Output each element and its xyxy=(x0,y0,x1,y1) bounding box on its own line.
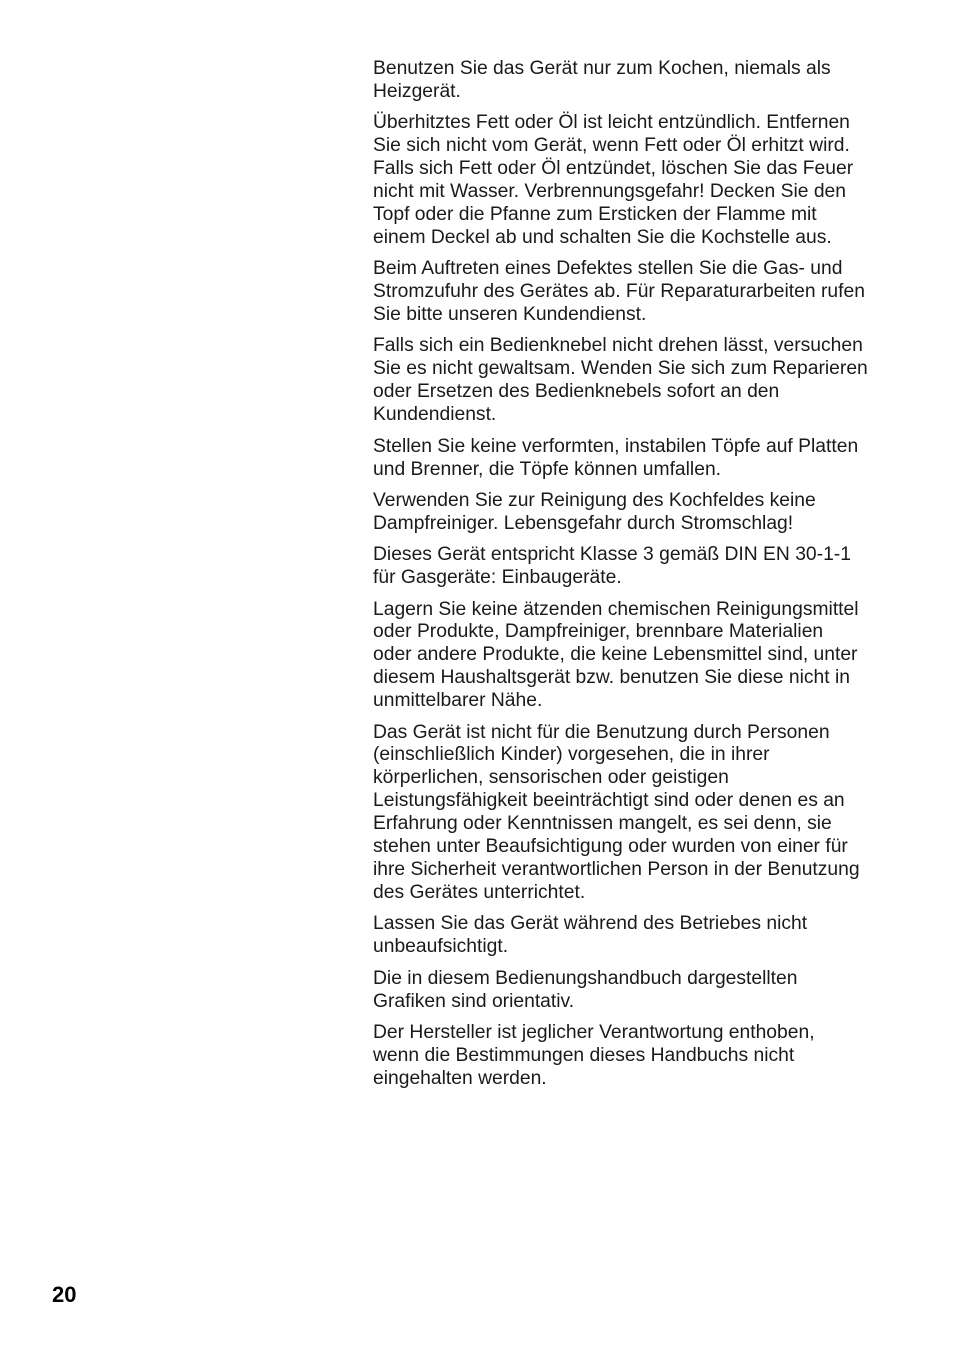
paragraph-storage-of-chemicals: Lagern Sie keine ätzenden chemischen Reinigungsmittel oder Produkte, Dampfreiniger, brennbare Materialien oder andere Produkte, die keine Lebensmittel sind, unter diesem Haushaltsgerät bzw. benutzen Sie diese nicht in unmittelbarer Nähe. xyxy=(373,598,859,712)
paragraph-defect-procedure: Beim Auftreten eines Defektes stellen Sie die Gas- und Stromzufuhr des Gerätes ab. Für Reparaturarbeiten rufen Sie bitte unseren Kundendienst. xyxy=(373,258,865,326)
paragraph-appliance-class: Dieses Gerät entspricht Klasse 3 gemäß DIN EN 30-1-1 für Gasgeräte: Einbaugeräte. xyxy=(373,544,851,589)
paragraph-do-not-leave-unattended: Lassen Sie das Gerät während des Betriebes nicht unbeaufsichtigt. xyxy=(373,913,808,958)
paragraph-manufacturer-liability: Der Hersteller ist jeglicher Verantwortung enthoben, wenn die Bestimmungen dieses Handbuchs nicht eingehalten werden. xyxy=(373,1021,815,1089)
paragraph-control-knob-stuck: Falls sich ein Bedienknebel nicht drehen lässt, versuchen Sie es nicht gewaltsam. Wenden Sie sich zum Reparieren oder Ersetzen des Bedienknebels sofort an den Kundendienst. xyxy=(373,335,868,426)
paragraph-deformed-pots: Stellen Sie keine verformten, instabilen Töpfe auf Platten und Brenner, die Töpfe können umfallen. xyxy=(373,435,859,480)
page-number: 20 xyxy=(52,1282,77,1307)
page-body xyxy=(373,58,913,1099)
paragraph-overheated-fat-warning: Überhitztes Fett oder Öl ist leicht entzündlich. Entfernen Sie sich nicht vom Gerät, wenn Fett oder Öl erhitzt wird. Falls sich Fett oder Öl entzündet, löschen Sie das Feuer nicht mit Wasser. Verbrennungsgefahr! Decken Sie den Topf oder die Pfanne zum Ersticken der Flamme mit einem Deckel ab und schalten Sie die Kochstelle aus. xyxy=(373,112,854,248)
paragraph-illustrations-indicative: Die in diesem Bedienungshandbuch dargestellten Grafiken sind orientativ. xyxy=(373,967,798,1012)
paragraph-use-for-cooking-only: Benutzen Sie das Gerät nur zum Kochen, niemals als Heizgerät. xyxy=(373,58,831,102)
paragraph-no-steam-cleaner: Verwenden Sie zur Reinigung des Kochfeldes keine Dampfreiniger. Lebensgefahr durch Stromschlag! xyxy=(373,489,816,534)
paragraph-restricted-users: Das Gerät ist nicht für die Benutzung durch Personen (einschließlich Kinder) vorgesehen, die in ihrer körperlichen, sensorischen oder geistigen Leistungsfähigkeit beeinträchtigt sind oder denen es an Erfahrung oder Kenntnissen mangelt, es sei denn, sie stehen unter Beaufsichtigung oder wurden von einer für ihre Sicherheit verantwortlichen Person in der Benutzung des Gerätes unterrichtet. xyxy=(373,721,860,903)
